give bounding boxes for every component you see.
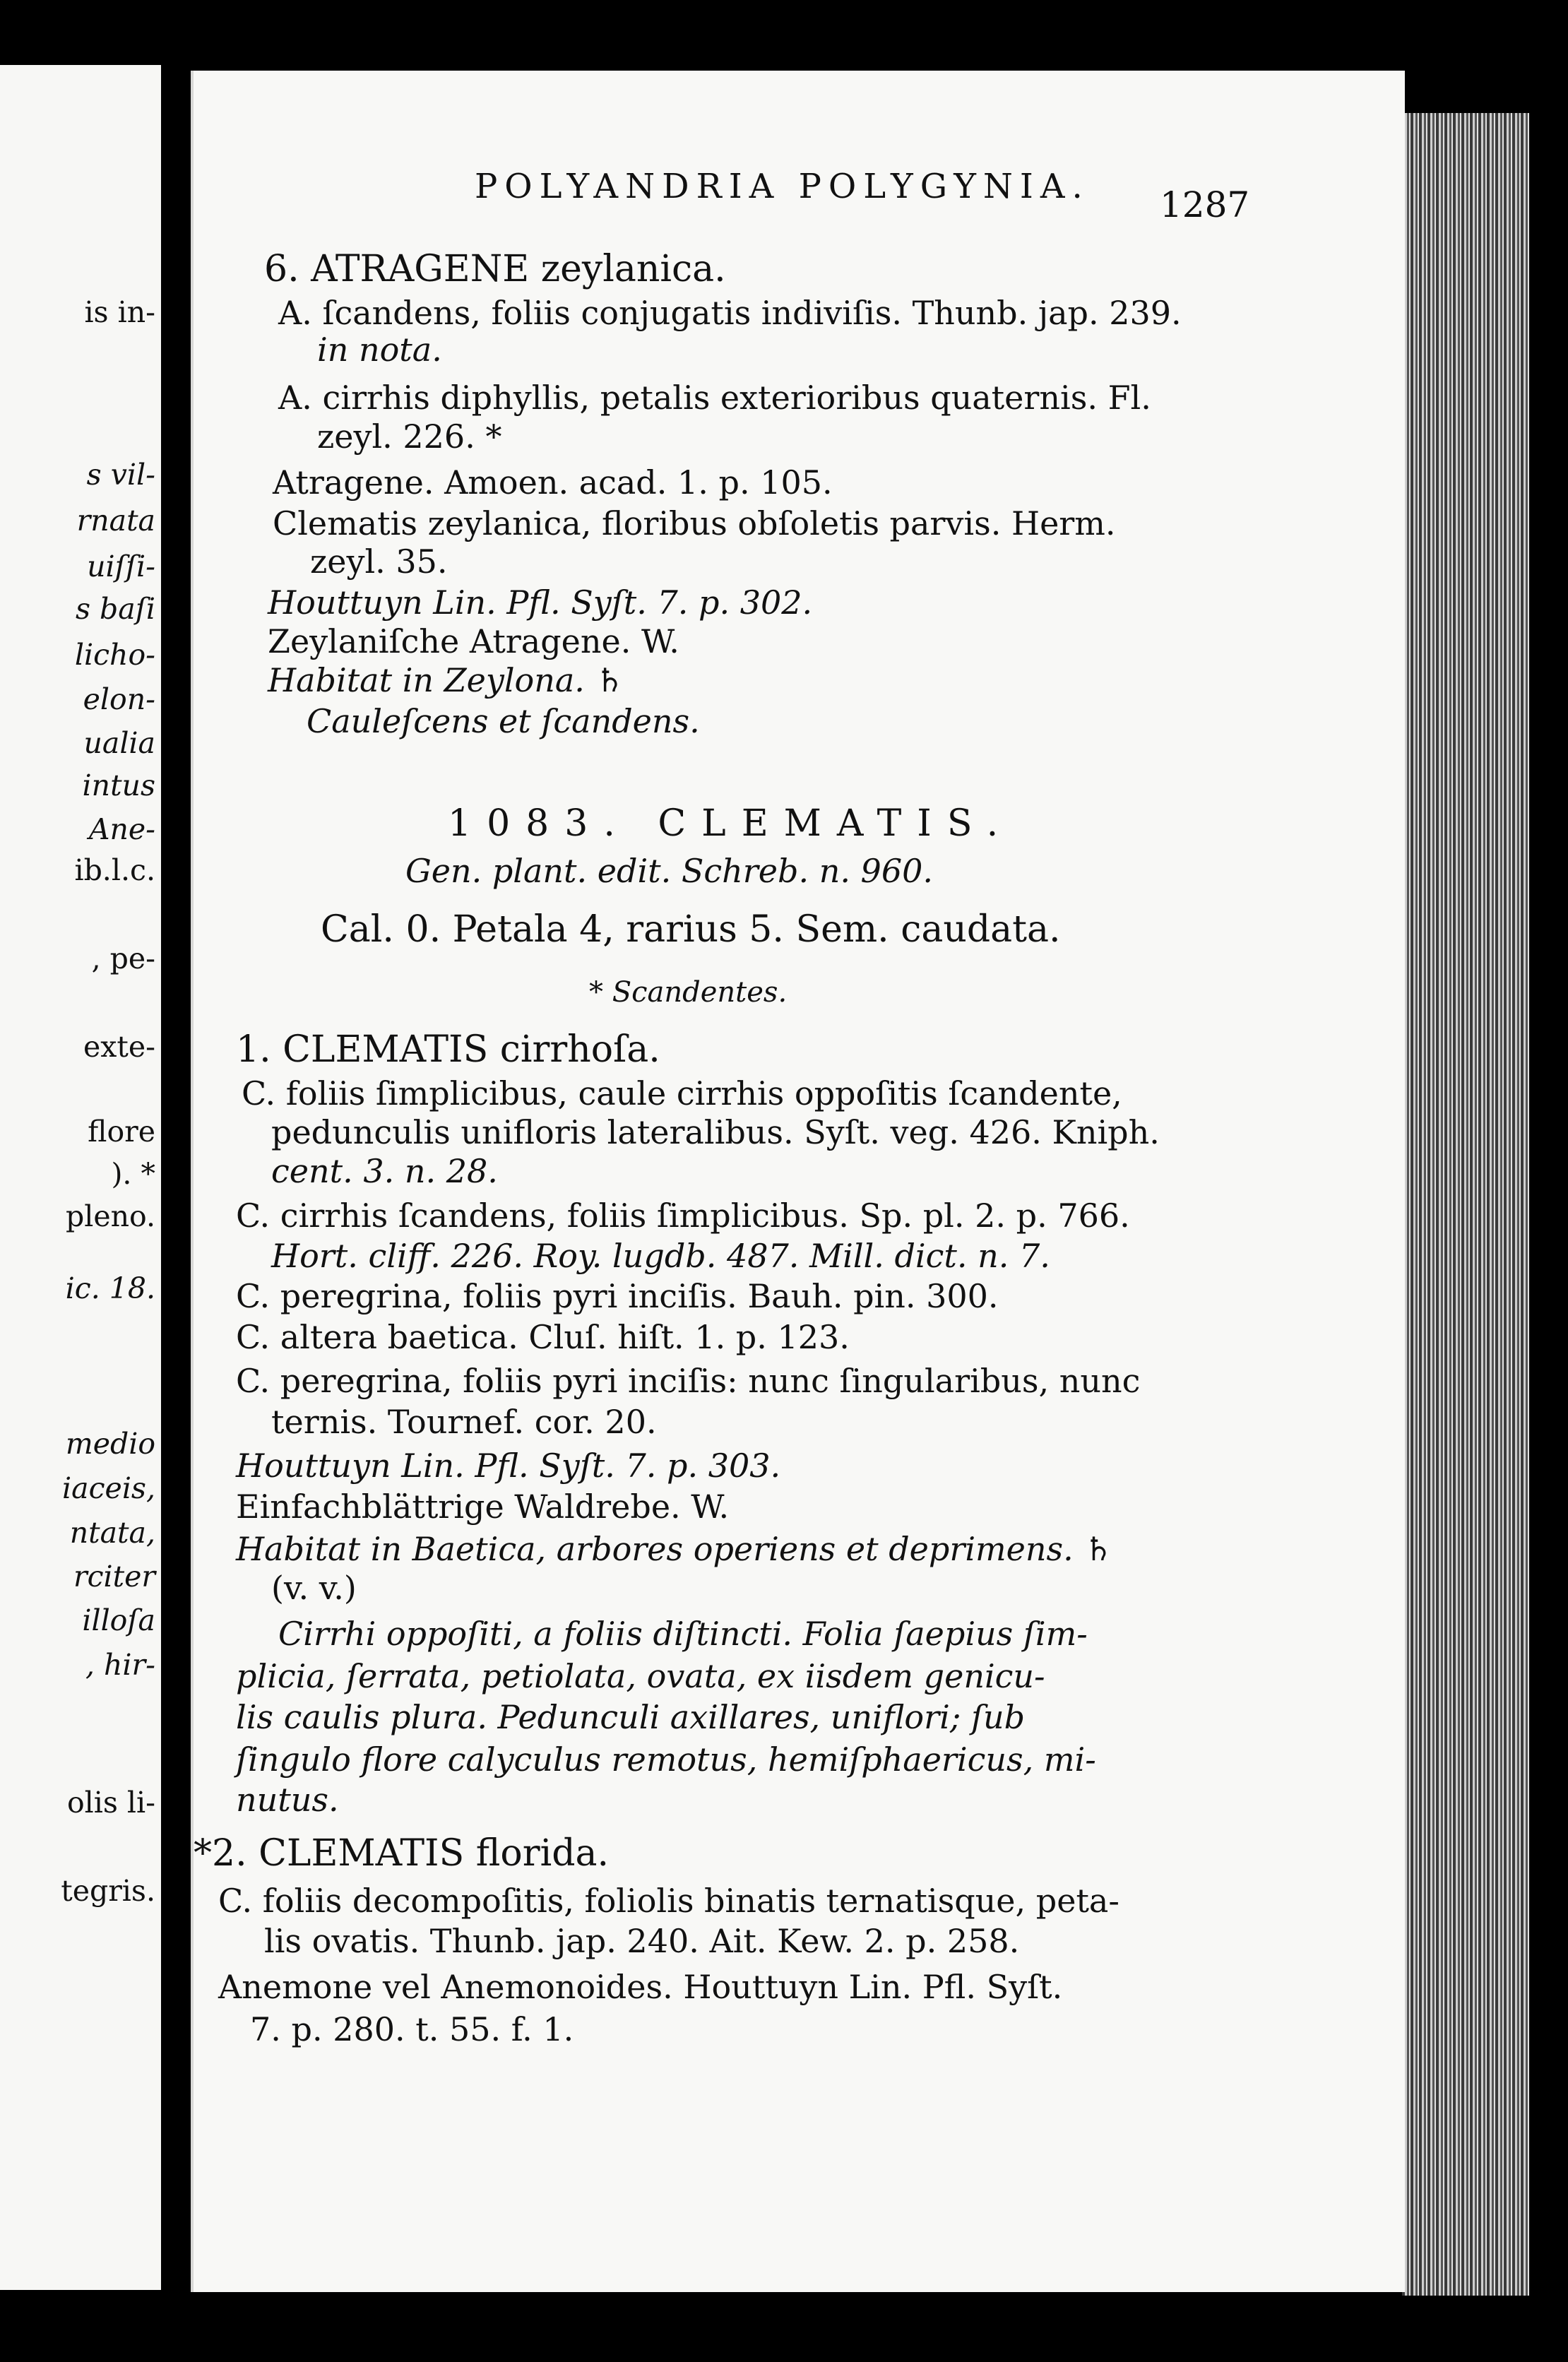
text-line: Habitat in Zeylona. ♄: [268, 661, 624, 699]
left-page-fragment: [0, 65, 161, 2290]
text-line: Hort. cliff. 226. Roy. lugdb. 487. Mill. dict. n. 7.: [271, 1237, 1050, 1275]
text-line: A. cirrhis diphyllis, petalis exterioribus quaternis. Fl.: [278, 379, 1151, 417]
text-line: lis ovatis. Thunb. jap. 240. Ait. Kew. 2. p. 258.: [264, 1922, 1020, 1960]
text-line: Gen. plant. edit. Schreb. n. 960.: [405, 852, 933, 890]
text-line: C. peregrina, foliis pyri inciſis. Bauh. pin. 300.: [236, 1277, 999, 1315]
page-edges: [1402, 113, 1529, 2296]
left-fragment: medio: [65, 1427, 155, 1461]
spine-shadow: [161, 57, 191, 2303]
text-line: ſingulo flore calyculus remotus, hemiſphaericus, mi-: [236, 1740, 1096, 1779]
text-line: Cirrhi oppoſiti, a foliis diſtincti. Folia ſaepius ſim-: [278, 1615, 1088, 1653]
left-fragment: , hir-: [85, 1648, 155, 1682]
left-fragment: s vil-: [86, 458, 155, 492]
left-fragment: s baſi: [75, 592, 155, 626]
text-line: (v. v.): [271, 1569, 357, 1607]
entry-heading: 6. ATRAGENE zeylanica.: [264, 248, 726, 290]
text-line: Habitat in Baetica, arbores operiens et deprimens. ♄: [236, 1530, 1113, 1568]
text-line: Houttuyn Lin. Pfl. Syſt. 7. p. 303.: [236, 1447, 781, 1485]
text-line: C. cirrhis ſcandens, foliis ſimplicibus. Sp. pl. 2. p. 766.: [236, 1197, 1130, 1235]
text-line: Atragene. Amoen. acad. 1. p. 105.: [273, 463, 833, 502]
text-line: Cauleſcens et ſcandens.: [307, 702, 700, 740]
text-line: zeyl. 226. *: [317, 417, 502, 456]
text-line: Cal. 0. Petala 4, rarius 5. Sem. caudata.: [321, 908, 1061, 951]
text-line: in nota.: [317, 331, 442, 369]
left-fragment: pleno.: [65, 1199, 155, 1233]
left-fragment: ic. 18.: [65, 1271, 155, 1305]
text-line: nutus.: [236, 1781, 339, 1819]
left-fragment: olis li-: [66, 1786, 155, 1820]
genus-heading: 1083. CLEMATIS.: [448, 802, 1014, 845]
text-line: Anemone vel Anemonoides. Houttuyn Lin. Pfl. Syſt.: [218, 1968, 1063, 2006]
left-fragment: Ane-: [88, 812, 155, 846]
running-head: POLYANDRIA POLYGYNIA.: [475, 167, 1090, 206]
page-number: 1287: [1160, 184, 1250, 225]
left-fragment: illoſa: [82, 1603, 155, 1637]
entry-heading: 1. CLEMATIS cirrhoſa.: [236, 1028, 660, 1071]
text-line: C. altera baetica. Cluſ. hiſt. 1. p. 123.: [236, 1318, 850, 1356]
left-fragment: flore: [88, 1115, 155, 1149]
left-fragment: ). *: [111, 1157, 155, 1191]
text-line: C. foliis ſimplicibus, caule cirrhis oppoſitis ſcandente,: [242, 1074, 1122, 1112]
left-fragment: , pe-: [91, 942, 155, 975]
entry-heading: *2. CLEMATIS florida.: [194, 1832, 610, 1875]
left-fragment: rnata: [76, 504, 155, 538]
text-line: Houttuyn Lin. Pfl. Syſt. 7. p. 302.: [268, 583, 813, 622]
left-fragment: rciter: [73, 1560, 155, 1594]
book-page: [191, 71, 1405, 2292]
left-fragment: elon-: [83, 682, 155, 716]
text-line: 7. p. 280. t. 55. f. 1.: [250, 2010, 574, 2048]
text-line: ternis. Tournef. cor. 20.: [271, 1403, 657, 1441]
left-fragment: ualia: [83, 726, 155, 760]
text-line: Zeylaniſche Atragene. W.: [268, 622, 679, 660]
text-line: Einfachblättrige Waldrebe. W.: [236, 1488, 730, 1526]
left-fragment: exte-: [83, 1030, 155, 1064]
text-line: lis caulis plura. Pedunculi axillares, uniflori; ſub: [236, 1698, 1026, 1736]
section-heading: * Scandentes.: [589, 976, 788, 1009]
left-fragment: ntata,: [69, 1516, 155, 1550]
left-fragment: licho-: [74, 638, 155, 672]
text-line: zeyl. 35.: [310, 542, 448, 581]
text-line: C. foliis decompoſitis, foliolis binatis ternatisque, peta-: [218, 1882, 1119, 1920]
left-fragment: intus: [82, 768, 155, 802]
left-fragment: is in-: [84, 295, 155, 329]
left-fragment: iaceis,: [62, 1471, 155, 1505]
text-line: C. peregrina, foliis pyri inciſis: nunc ſingularibus, nunc: [236, 1362, 1141, 1400]
left-fragment: ib.l.c.: [74, 853, 155, 887]
text-line: plicia, ſerrata, petiolata, ovata, ex iisdem genicu-: [236, 1657, 1045, 1695]
text-line: Clematis zeylanica, floribus obſoletis parvis. Herm.: [273, 504, 1116, 542]
text-line: A. ſcandens, foliis conjugatis indiviſis. Thunb. jap. 239.: [278, 294, 1182, 332]
left-fragment: uiſſi-: [87, 550, 155, 583]
text-line: cent. 3. n. 28.: [271, 1152, 498, 1190]
left-fragment: tegris.: [61, 1874, 155, 1908]
text-line: pedunculis unifloris lateralibus. Syſt. veg. 426. Kniph.: [271, 1113, 1160, 1151]
